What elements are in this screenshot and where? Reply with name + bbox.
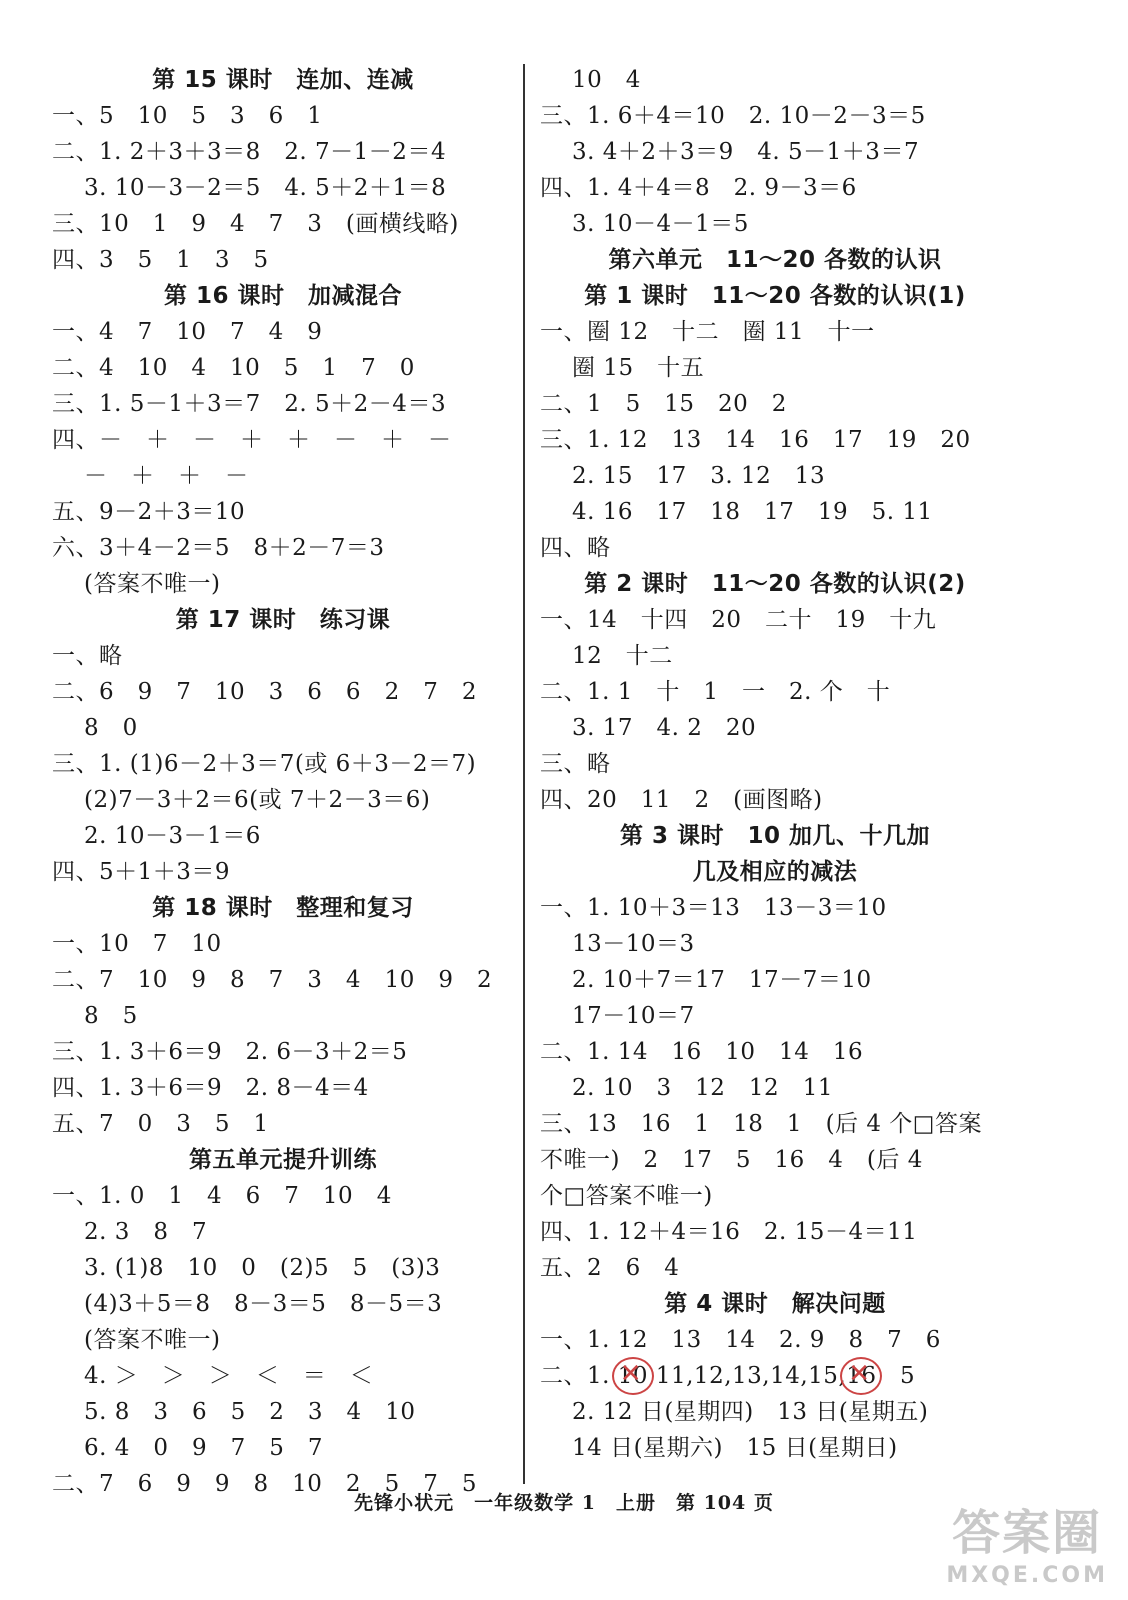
section-heading: 第五单元提升训练 [189,1147,377,1173]
answer-line: 个□答案不唯一) [540,1183,713,1209]
answer-line: 8 0 [84,715,138,741]
answer-line: 3. 4＋2＋3＝9 4. 5－1＋3＝7 [572,139,920,165]
answer-line: 2. 3 8 7 [84,1219,208,1245]
section-heading: 第 17 课时 练习课 [175,607,391,633]
section-heading: 第 16 课时 加减混合 [163,283,403,309]
section-heading: 第 15 课时 连加、连减 [152,67,414,93]
answer-line: (2)7－3＋2＝6(或 7＋2－3＝6) [84,787,431,813]
answer-line: 3. (1)8 10 0 (2)5 5 (3)3 [84,1255,441,1281]
answer-line: 二、7 6 9 9 8 10 2 5 7 5 [52,1471,477,1497]
answer-line: 一、14 十四 20 二十 19 十九 [540,607,937,633]
answer-line: 2. 10＋7＝17 17－7＝10 [572,967,872,993]
answer-line: 四、3 5 1 3 5 [52,247,269,273]
answer-line: 四、1. 4＋4＝8 2. 9－3＝6 [540,175,857,201]
answer-line: 3. 17 4. 2 20 [572,715,757,741]
answer-line: 五、2 6 4 [540,1255,680,1281]
answer-line: 4. 16 17 18 17 19 5. 11 [572,499,933,525]
answer-line: 一、1. 12 13 14 2. 9 8 7 6 [540,1327,941,1353]
answer-line: 2. 10 3 12 12 11 [572,1075,833,1101]
answer-line: 四、20 11 2 (画图略) [540,787,823,813]
answer-line: 三、1. 12 13 14 16 17 19 20 [540,427,971,453]
answer-line: 8 5 [84,1003,138,1029]
answer-line: 2. 15 17 3. 12 13 [572,463,826,489]
answer-line: 四、略 [540,535,611,561]
section-heading: 第 3 课时 10 加几、十几加 [619,823,931,849]
answer-line: 3. 10－3－2＝5 4. 5＋2＋1＝8 [84,175,447,201]
answer-line: 五、9－2＋3＝10 [52,499,246,525]
answer-line: 4. ＞ ＞ ＞ ＜ ＝ ＜ [84,1363,374,1389]
section-heading: 第 4 课时 解决问题 [664,1291,886,1317]
answer-line: 二、1 5 15 20 2 [540,391,787,417]
answer-line: 一、圈 12 十二 圈 11 十一 [540,319,875,345]
answer-line: 一、4 7 10 7 4 9 [52,319,323,345]
answer-line: 五、7 0 3 5 1 [52,1111,269,1137]
answer-line: 二、1. 14 16 10 14 16 [540,1039,864,1065]
answer-line: (4)3＋5＝8 8－3＝5 8－5＝3 [84,1291,443,1317]
answer-text: 11,12,13,14,15, [648,1363,847,1389]
answer-line: 一、1. 0 1 4 6 7 10 4 [52,1183,392,1209]
answer-line: 三、1. 5－1＋3＝7 2. 5＋2－4＝3 [52,391,447,417]
answer-line: 一、1. 10＋3＝13 13－3＝10 [540,895,887,921]
answer-line: 三、10 1 9 4 7 3 (画横线略) [52,211,459,237]
answer-line: － ＋ ＋ － [84,463,249,489]
answer-line: 一、略 [52,643,123,669]
answer-line-circled [540,1358,1010,1394]
answer-line: 三、13 16 1 18 1 (后 4 个□答案 [540,1111,983,1137]
crossed-out-number: 16 ✕ [846,1358,876,1394]
right-column [540,62,1010,1466]
crossed-out-number: 10 ✕ [618,1358,648,1394]
answer-text: 二、1. [540,1363,618,1389]
answer-line: 三、1. (1)6－2＋3＝7(或 6＋3－2＝7) [52,751,477,777]
answer-line: 二、7 10 9 8 7 3 4 10 9 2 [52,967,493,993]
left-column [52,62,514,1502]
answer-line: 四、1. 3＋6＝9 2. 8－4＝4 [52,1075,369,1101]
watermark-text: 答案圈 [952,1505,1103,1561]
answer-line: 17－10＝7 [572,1003,695,1029]
page-footer: 先锋小状元 一年级数学 1 上册 第 104 页 [354,1492,774,1514]
section-heading: 第 2 课时 11～20 各数的认识(2) [584,571,966,597]
watermark-url: MXQE.COM [946,1563,1108,1588]
answer-line: 10 4 [572,67,641,93]
answer-line: 四、－ ＋ － ＋ ＋ － ＋ － [52,427,452,453]
answer-line: 一、5 10 5 3 6 1 [52,103,323,129]
answer-line: 6. 4 0 9 7 5 7 [84,1435,324,1461]
section-heading: 几及相应的减法 [692,859,858,885]
answer-line: 2. 10－3－1＝6 [84,823,261,849]
answer-line: 13－10＝3 [572,931,695,957]
answer-line: 3. 10－4－1＝5 [572,211,749,237]
section-heading: 第 18 课时 整理和复习 [152,895,414,921]
answer-line: 不唯一) 2 17 5 16 4 (后 4 [540,1147,923,1173]
answer-line: 5. 8 3 6 5 2 3 4 10 [84,1399,416,1425]
answer-line: (答案不唯一) [84,571,221,597]
section-heading: 第六单元 11～20 各数的认识 [608,247,942,273]
answer-line: 2. 12 日(星期四) 13 日(星期五) [572,1399,929,1425]
answer-line: 12 十二 [572,643,673,669]
answer-line: 三、1. 3＋6＝9 2. 6－3＋2＝5 [52,1039,408,1065]
section-heading: 第 1 课时 11～20 各数的认识(1) [584,283,966,309]
answer-line: 二、4 10 4 10 5 1 7 0 [52,355,415,381]
answer-line: 四、1. 12＋4＝16 2. 15－4＝11 [540,1219,918,1245]
answer-line: (答案不唯一) [84,1327,221,1353]
answer-line: 14 日(星期六) 15 日(星期日) [572,1435,898,1461]
answer-line: 一、10 7 10 [52,931,222,957]
answer-line: 二、1. 2＋3＋3＝8 2. 7－1－2＝4 [52,139,447,165]
answer-line: 圈 15 十五 [572,355,705,381]
answer-line: 四、5＋1＋3＝9 [52,859,231,885]
answer-line: 六、3＋4－2＝5 8＋2－7＝3 [52,535,385,561]
answer-line: 二、6 9 7 10 3 6 6 2 7 2 [52,679,477,705]
answer-line: 二、1. 1 十 1 一 2. 个 十 [540,679,891,705]
answer-line: 三、1. 6＋4＝10 2. 10－2－3＝5 [540,103,926,129]
answer-line: 三、略 [540,751,611,777]
answer-text: 5 [876,1363,916,1389]
column-divider [523,64,525,1484]
watermark-logo [946,1494,1108,1588]
